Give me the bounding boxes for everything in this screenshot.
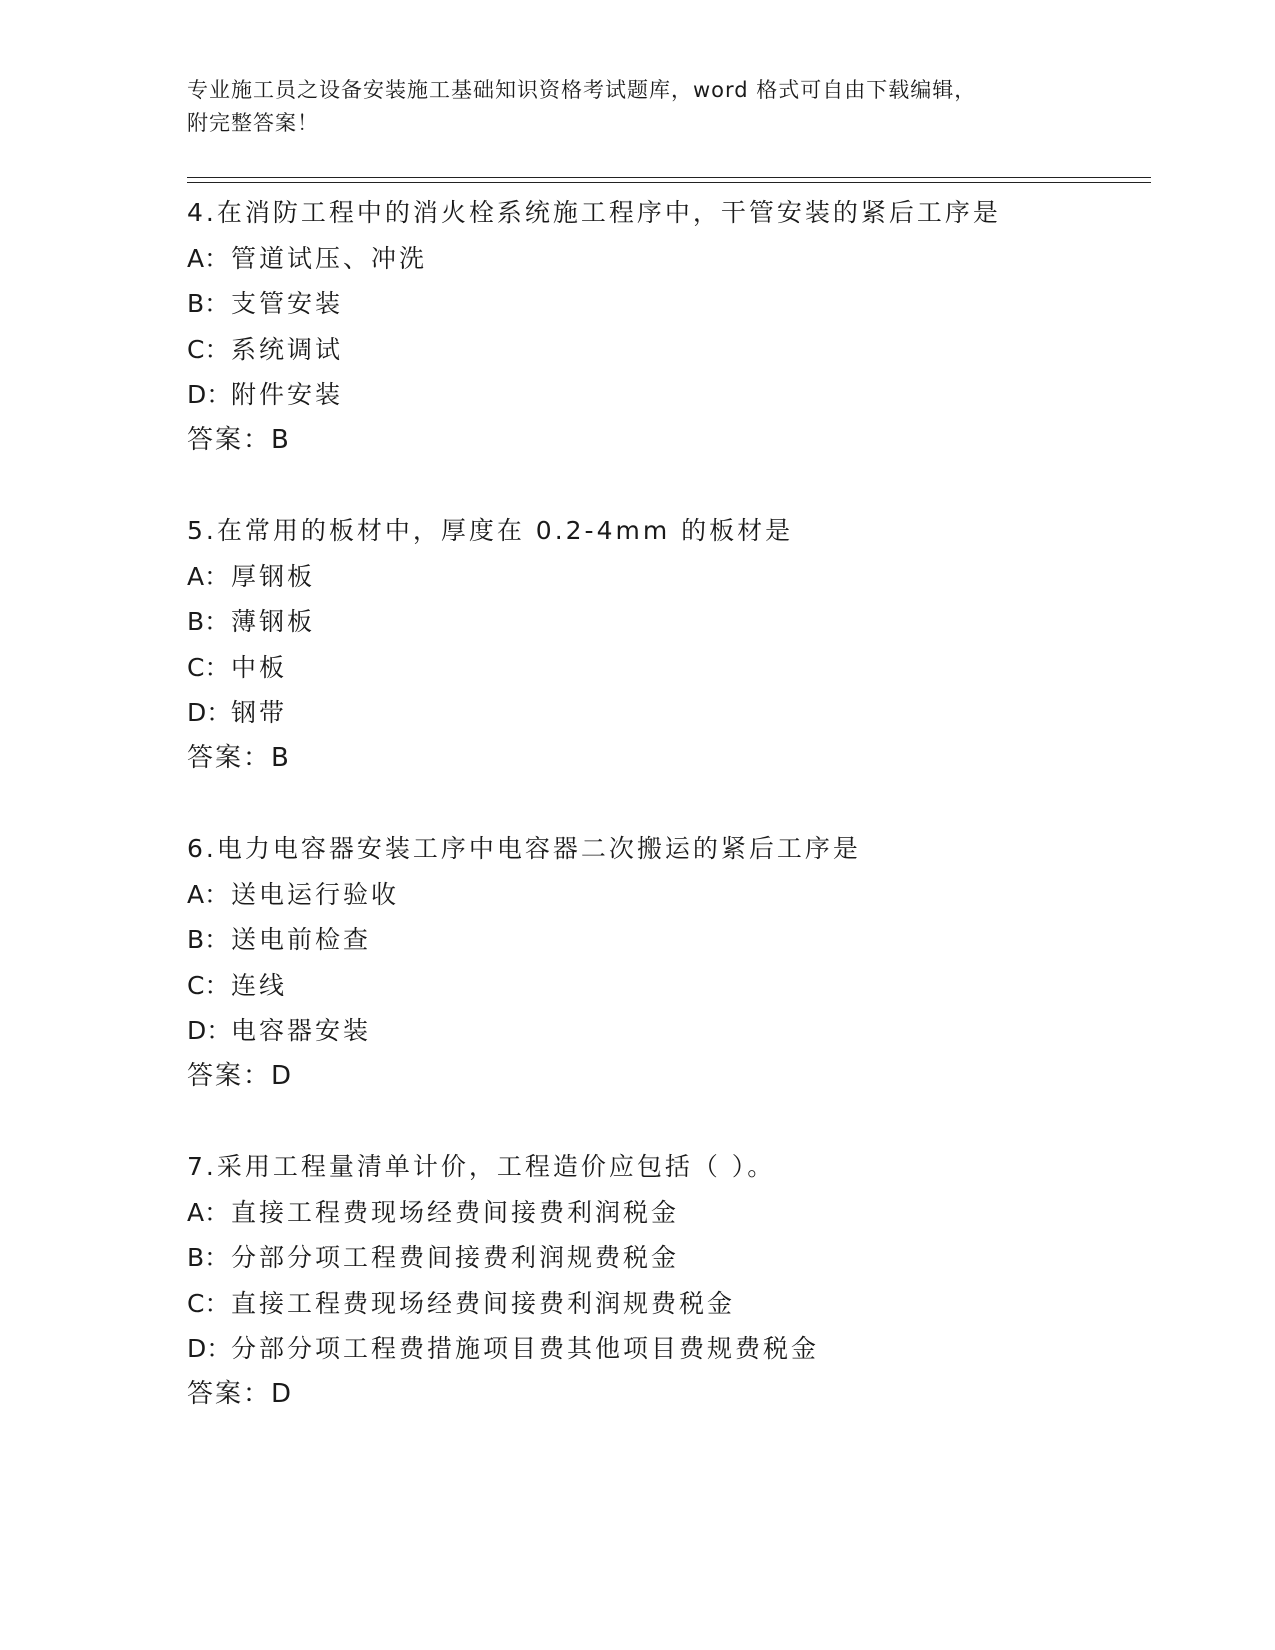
option-text: 薄钢板: [231, 607, 316, 636]
option-b: [187, 1235, 1147, 1281]
option-text: 钢带: [231, 698, 288, 727]
answer-label: 答案：B: [187, 742, 291, 773]
option-d: [187, 1008, 1147, 1054]
option-letter: B：: [187, 1243, 230, 1272]
option-b: [187, 281, 1147, 327]
option-a: [187, 1190, 1147, 1236]
option-text: 直接工程费现场经费间接费利润规费税金: [231, 1288, 736, 1318]
option-text: 系统调试: [231, 334, 344, 364]
option-a: [187, 236, 1147, 282]
question-stem: 7.采用工程量清单计价，工程造价应包括（ ）。: [187, 1152, 776, 1181]
option-d: [187, 1326, 1147, 1372]
option-text: 电容器安装: [231, 1016, 372, 1045]
option-letter: C：: [187, 970, 230, 1000]
option-text: 分部分项工程费措施项目费其他项目费规费税金: [231, 1334, 820, 1363]
option-b: [187, 599, 1147, 645]
option-d: [187, 372, 1147, 418]
answer-label: 答案：D: [187, 1060, 294, 1091]
option-letter: B：: [187, 925, 230, 954]
option-c: [187, 327, 1147, 373]
option-b: [187, 917, 1147, 963]
answer-label: 答案：D: [187, 1378, 294, 1409]
option-text: 直接工程费现场经费间接费利润税金: [231, 1197, 680, 1227]
question-6: [187, 826, 1147, 1099]
header-line-1: 专业施工员之设备安装施工基础知识资格考试题库，word 格式可自由下载编辑，: [187, 78, 977, 102]
option-text: 连线: [231, 970, 288, 1000]
question-stem: 6.电力电容器安装工序中电容器二次搬运的紧后工序是: [187, 834, 861, 863]
header-divider-top: [187, 177, 1151, 178]
option-text: 管道试压、冲洗: [231, 243, 428, 273]
option-letter: C：: [187, 1288, 230, 1318]
question-stem: 5.在常用的板材中，厚度在 0.2-4mm 的板材是: [187, 516, 794, 545]
option-letter: A：: [187, 879, 230, 909]
option-a: [187, 554, 1147, 600]
option-a: [187, 872, 1147, 918]
option-letter: A：: [187, 561, 230, 591]
document-header: [187, 74, 1067, 140]
option-letter: D：: [187, 1016, 232, 1045]
question-4: [187, 190, 1147, 463]
header-line-2: 附完整答案！: [187, 111, 319, 135]
option-letter: D：: [187, 380, 232, 409]
option-text: 分部分项工程费间接费利润规费税金: [231, 1243, 680, 1272]
answer-label: 答案：B: [187, 424, 291, 455]
option-text: 中板: [231, 652, 288, 682]
question-5: [187, 508, 1147, 781]
option-text: 支管安装: [231, 289, 344, 318]
option-letter: C：: [187, 334, 230, 364]
option-c: [187, 645, 1147, 691]
option-letter: C：: [187, 652, 230, 682]
option-letter: B：: [187, 607, 230, 636]
option-c: [187, 963, 1147, 1009]
option-c: [187, 1281, 1147, 1327]
option-d: [187, 690, 1147, 736]
question-7: [187, 1144, 1147, 1417]
option-letter: A：: [187, 1197, 230, 1227]
option-letter: D：: [187, 698, 232, 727]
option-text: 送电前检查: [231, 925, 372, 954]
option-letter: D：: [187, 1334, 232, 1363]
option-text: 厚钢板: [231, 561, 316, 591]
option-text: 送电运行验收: [231, 879, 400, 909]
header-divider-bottom: [187, 182, 1151, 183]
option-letter: B：: [187, 289, 230, 318]
option-letter: A：: [187, 243, 230, 273]
option-text: 附件安装: [231, 380, 344, 409]
question-stem: 4.在消防工程中的消火栓系统施工程序中，干管安装的紧后工序是: [187, 198, 1001, 227]
